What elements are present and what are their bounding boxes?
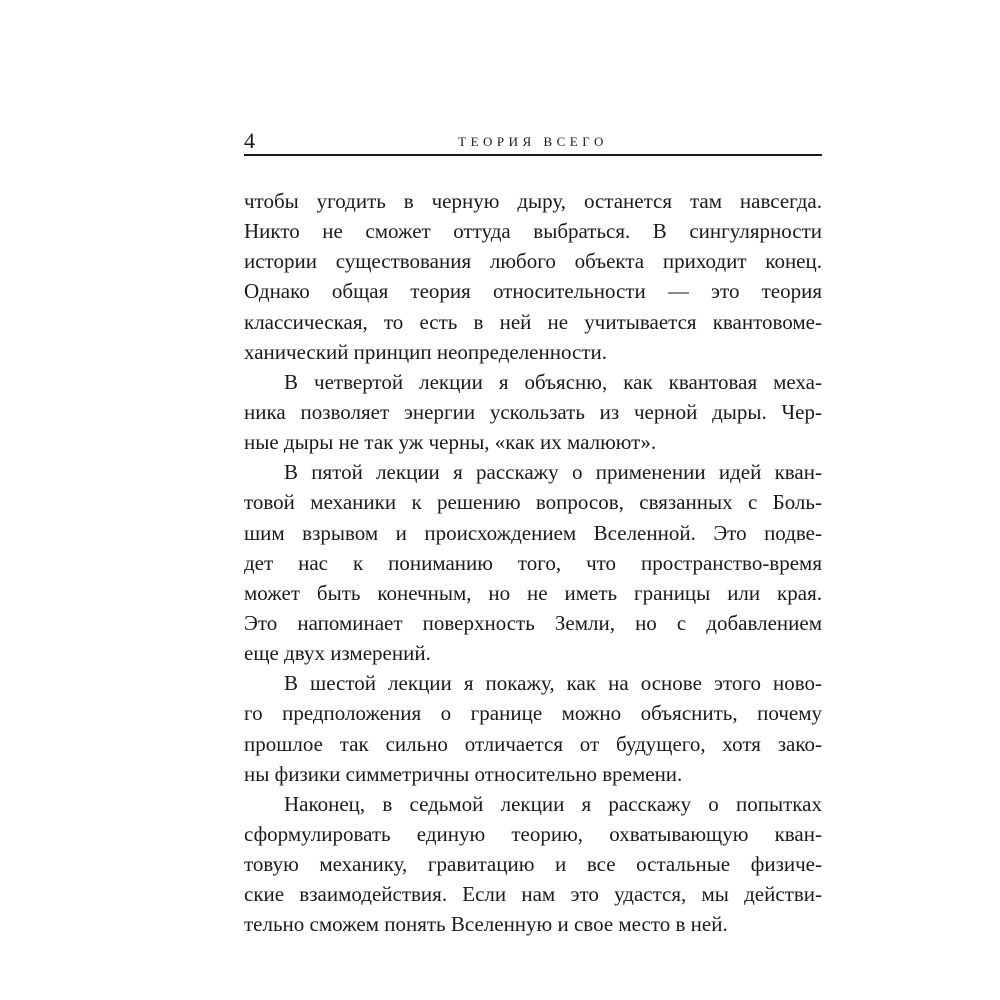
book-page <box>244 128 822 940</box>
text-line: чтобы угодить в черную дыру, останется там навсегда. <box>244 189 822 213</box>
running-head <box>244 128 822 156</box>
text-line: сформулировать единую теорию, охватывающую кван- <box>244 821 822 846</box>
text-line: Никто не сможет оттуда выбраться. В сингулярности <box>244 219 822 244</box>
body-text <box>244 186 822 940</box>
text-line: Это напоминает поверхность Земли, но с добавлением <box>244 610 822 635</box>
text-line: Однако общая теория относительности — это теория <box>244 279 822 304</box>
text-line: Наконец, в седьмой лекции я расскажу о попытках <box>284 791 822 816</box>
book-title: ТЕОРИЯ ВСЕГО <box>458 134 608 149</box>
text-line: В шестой лекции я покажу, как на основе этого ново- <box>284 671 822 696</box>
page-number: 4 <box>244 128 255 153</box>
text-line: ны физики симметричны относительно времени. <box>244 761 683 786</box>
text-line: В четвертой лекции я объясню, как квантовая меха- <box>284 369 822 394</box>
text-line: может быть конечным, но не иметь границы или края. <box>244 580 822 605</box>
text-line: еще двух измерений. <box>244 641 431 666</box>
text-line: ские взаимодействия. Если нам это удастся, мы действи- <box>244 882 822 907</box>
text-line: ханический принцип неопределенности. <box>244 339 607 364</box>
text-line: классическая, то есть в ней не учитывается квантовоме- <box>244 309 822 334</box>
text-line: товой механики к решению вопросов, связанных с Боль- <box>244 490 822 515</box>
text-line: прошлое так сильно отличается от будущего, хотя зако- <box>244 731 822 756</box>
text-line: ные дыры не так уж черны, «как их малюют». <box>244 430 657 455</box>
text-line: го предположения о границе можно объяснить, почему <box>244 701 822 726</box>
text-line: В пятой лекции я расскажу о применении идей кван- <box>284 460 822 485</box>
text-line: тельно сможем понять Вселенную и свое место в ней. <box>244 912 728 937</box>
text-line: шим взрывом и происхождением Вселенной. Это подве- <box>244 520 822 545</box>
text-line: товую механику, гравитацию и все остальные физиче- <box>244 852 822 877</box>
text-line: ника позволяет энергии ускользать из черной дыры. Чер- <box>244 399 822 424</box>
text-line: истории существования любого объекта приходит конец. <box>244 249 822 274</box>
text-line: дет нас к пониманию того, что пространство-время <box>244 550 822 575</box>
